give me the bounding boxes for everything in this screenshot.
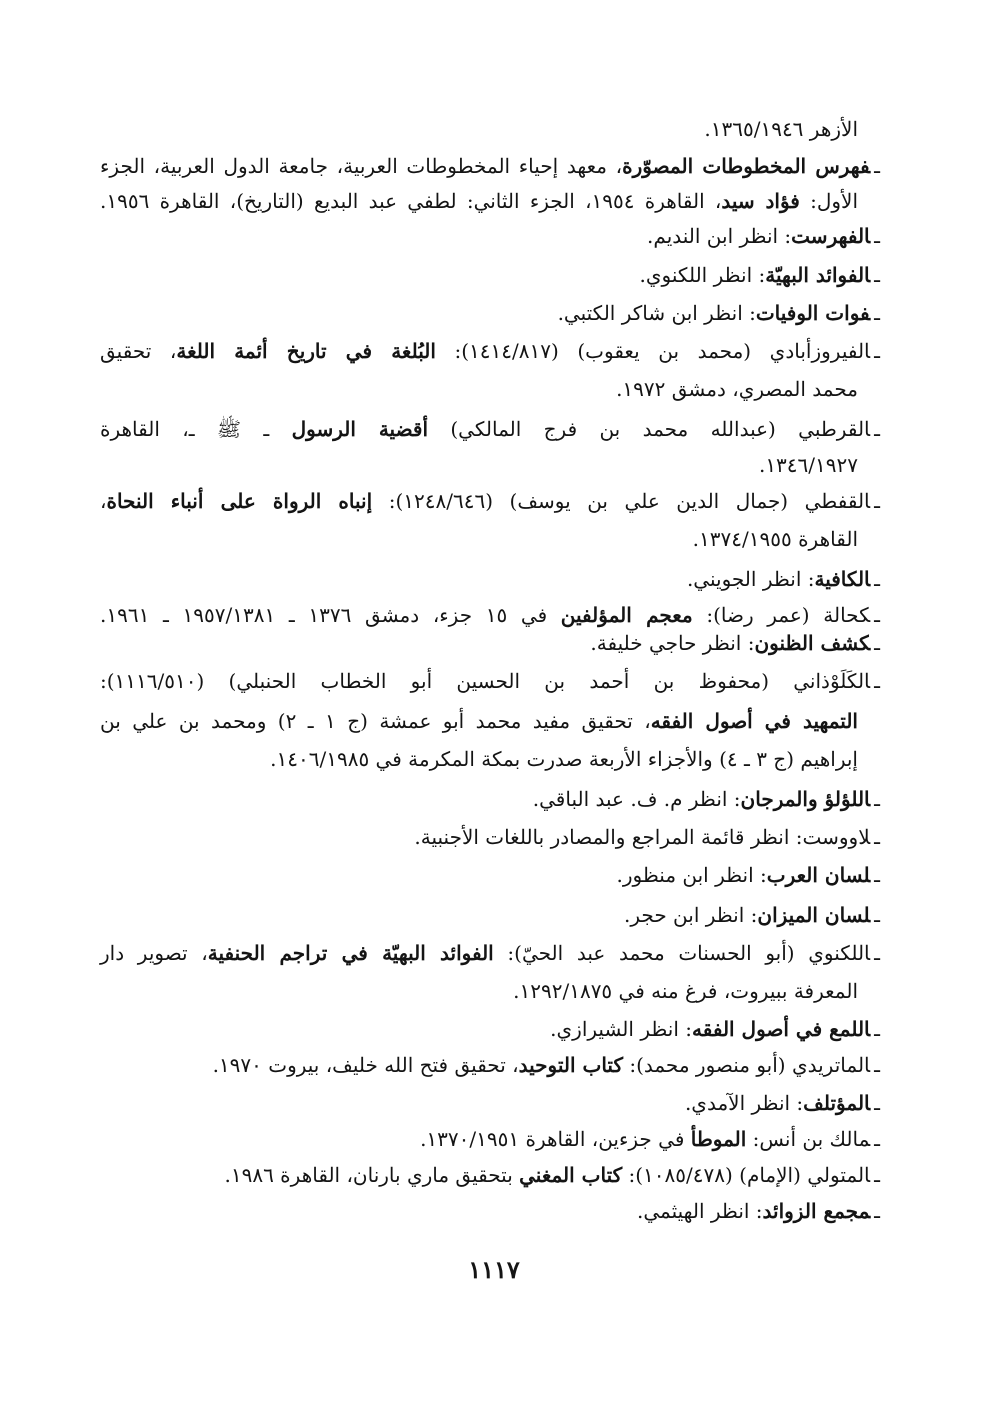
entry-text: القرطبي (عبدالله محمد بن فرج المالكي) <box>428 417 871 441</box>
entry-dash: ـ <box>874 154 880 178</box>
entry-dash: ـ <box>874 339 881 363</box>
entry-text: كحالة (عمر رضا): <box>692 603 871 627</box>
bibliography-entry <box>100 412 880 446</box>
entry-dash: ـ <box>874 567 880 591</box>
entry-text: : انظر الجويني. <box>686 567 815 591</box>
entry-dash: ـ <box>874 903 880 927</box>
bibliography-entry-continuation <box>100 704 858 738</box>
entry-text: : انظر ابن شاكر الكتبي. <box>557 301 756 325</box>
entry-dash: ـ <box>874 1199 880 1223</box>
entry-text: الماتريدي (أبو منصور محمد): <box>622 1053 871 1077</box>
entry-text: ، معهد إحياء المخطوطات العربية، جامعة الدول العربية، الجزء <box>100 154 623 178</box>
bibliography-entry-continuation <box>270 742 858 776</box>
bibliography-entry <box>558 296 880 330</box>
entry-text: : انظر م. ف. عبد الباقي. <box>532 787 741 811</box>
entry-text: الأزهر ١٣٦٥/١٩٤٦. <box>704 117 858 141</box>
entry-dash: ـ <box>874 301 880 325</box>
entry-text: القاهرة ١٣٧٤/١٩٥٥. <box>692 527 858 551</box>
bibliography-entry-continuation <box>616 372 858 406</box>
entry-title: التمهيد في أصول الفقه <box>650 709 858 733</box>
entry-dash: ـ <box>874 825 880 849</box>
entry-title: فهرس المخطوطات المصوّرة <box>622 154 871 178</box>
entry-text: : انظر ابن النديم. <box>647 224 792 248</box>
entry-dash: ـ <box>874 787 880 811</box>
entry-title: معجم المؤلفين <box>560 603 693 627</box>
entry-text: مالك بن أنس: <box>746 1127 871 1151</box>
entry-title: مجمع الزوائد <box>762 1199 871 1223</box>
entry-dash: ـ <box>874 1053 880 1077</box>
entry-text: : انظر الشيرازي. <box>550 1017 692 1041</box>
entry-title: البُلغة في تاريخ أئمة اللغة <box>176 339 436 363</box>
entry-title: كشف الظنون <box>754 631 871 655</box>
entry-text: : انظر الهيثمي. <box>636 1199 763 1223</box>
bibliography-entry <box>213 1048 880 1082</box>
bibliography-entry-continuation <box>100 184 858 218</box>
entry-title: لسان الميزان <box>757 903 871 927</box>
bibliography-entry <box>637 1194 880 1228</box>
entry-text: : انظر حاجي خليفة. <box>590 631 755 655</box>
entry-title: اللؤلؤ والمرجان <box>740 787 871 811</box>
entry-text: بتحقيق ماري بارنان، القاهرة ١٩٨٦. <box>224 1163 520 1187</box>
entry-title: المؤتلف <box>803 1091 871 1115</box>
entry-dash: ـ <box>874 263 880 287</box>
bibliography-entry <box>685 1086 880 1120</box>
entry-text: ، تحقيق مفيد محمد أبو عمشة (ج ١ ـ ٢) ومحمد بن علي بن <box>100 709 651 733</box>
entry-dash: ـ <box>874 1127 880 1151</box>
entry-text: ـ ﷺ ـ، القاهرة <box>100 417 292 441</box>
entry-title: فوات الوفيات <box>755 301 871 325</box>
bibliography-entry <box>225 1158 881 1192</box>
bibliography-entry-continuation <box>513 974 858 1008</box>
entry-text: المتولي (الإمام) (١٠٨٥/٤٧٨): <box>622 1163 871 1187</box>
entry-text: محمد المصري، دمشق ١٩٧٢. <box>616 377 858 401</box>
bibliography-entry <box>100 484 880 518</box>
entry-text: إبراهيم (ج ٣ ـ ٤) والأجزاء الأربعة صدرت بمكة المكرمة في ١٤٠٦/١٩٨٥. <box>270 747 858 771</box>
entry-text: في جزءين، القاهرة ١٣٧٠/١٩٥١. <box>420 1127 691 1151</box>
entry-dash: ـ <box>874 224 880 248</box>
entry-text: : انظر ابن حجر. <box>624 903 758 927</box>
bibliography-entry-continuation <box>759 448 858 482</box>
entry-text: القفطي (جمال الدين علي بن يوسف) (١٢٤٨/٦٤٦): <box>372 489 871 513</box>
entry-text: ، تحقيق فتح الله خليف، بيروت ١٩٧٠. <box>212 1053 519 1077</box>
entry-title: الفوائد البهيّة <box>765 263 871 287</box>
entry-text: اللكنوي (أبو الحسنات محمد عبد الحيّ): <box>493 941 871 965</box>
entry-title: الفوائد البهيّة في تراجم الحنفية <box>207 941 494 965</box>
entry-dash: ـ <box>874 863 880 887</box>
entry-title: إنباه الرواة على أنباء النحاة <box>106 489 373 513</box>
bibliography-entry <box>100 334 880 368</box>
entry-text: : انظر ابن منظور. <box>616 863 767 887</box>
bibliography-entry <box>624 898 880 932</box>
page-number: ١١١٧ <box>468 1255 520 1284</box>
entry-dash: ـ <box>874 417 880 441</box>
entry-dash: ـ <box>874 1091 880 1115</box>
entry-dash: ـ <box>874 669 880 693</box>
entry-title: الموطأ <box>690 1127 747 1151</box>
entry-text: ، تحقيق <box>100 339 177 363</box>
entry-title: اللمع في أصول الفقه <box>691 1017 871 1041</box>
entry-text: لاووست: انظر قائمة المراجع والمصادر باللغات الأجنبية. <box>414 825 871 849</box>
bibliography-entry <box>100 936 880 970</box>
entry-text: الأول: <box>799 189 859 213</box>
bibliography-entry-continuation <box>693 522 858 556</box>
bibliography-entry <box>100 149 880 183</box>
entry-dash: ـ <box>874 1163 880 1187</box>
entry-title: أقضية الرسول <box>291 417 429 441</box>
bibliography-entry <box>550 1012 880 1046</box>
bibliography-entry <box>687 562 880 596</box>
bibliography-entry <box>640 258 880 292</box>
bibliography-entry <box>533 782 880 816</box>
entry-dash: ـ <box>874 941 880 965</box>
entry-dash: ـ <box>874 631 880 655</box>
entry-text: ١٣٤٦/١٩٢٧. <box>758 453 858 477</box>
entry-text: ، <box>100 489 107 513</box>
bibliography-entry <box>414 820 880 854</box>
bibliography-entry <box>647 219 880 253</box>
entry-title: الفهرست <box>791 224 871 248</box>
entry-dash: ـ <box>874 603 880 627</box>
entry-title: لسان العرب <box>766 863 871 887</box>
entry-dash: ـ <box>874 1017 880 1041</box>
entry-text: ، تصوير دار <box>100 941 208 965</box>
entry-text: ، القاهرة ١٩٥٤، الجزء الثاني: لطفي عبد البديع (التاريخ)، القاهرة ١٩٥٦. <box>100 189 722 213</box>
entry-text: المعرفة ببيروت، فرغ منه في ١٢٩٢/١٨٧٥. <box>513 979 858 1003</box>
bibliography-entry <box>617 858 880 892</box>
entry-text: : انظر الآمدي. <box>684 1091 804 1115</box>
entry-text: الفيروزأبادي (محمد بن يعقوب) (١٤١٤/٨١٧): <box>435 339 871 363</box>
bibliography-entry <box>420 1122 880 1156</box>
entry-dash: ـ <box>874 489 880 513</box>
entry-text: الكَلَوْذاني (محفوظ بن أحمد بن الحسين أبو الخطاب الحنبلي) (١١١٦/٥١٠): <box>100 669 871 693</box>
entry-title: كتاب المغني <box>519 1163 623 1187</box>
entry-title: فؤاد سيد <box>721 189 800 213</box>
bibliography-entry-continuation <box>704 112 858 146</box>
bibliography-entry <box>590 626 880 660</box>
bibliography-entry <box>100 664 880 698</box>
entry-title: الكافية <box>814 567 871 591</box>
entry-text: : انظر اللكنوي. <box>639 263 766 287</box>
entry-title: كتاب التوحيد <box>518 1053 623 1077</box>
entry-text: في ١٥ جزء، دمشق ١٣٧٦ ـ ١٩٥٧/١٣٨١ ـ ١٩٦١. <box>100 603 561 627</box>
